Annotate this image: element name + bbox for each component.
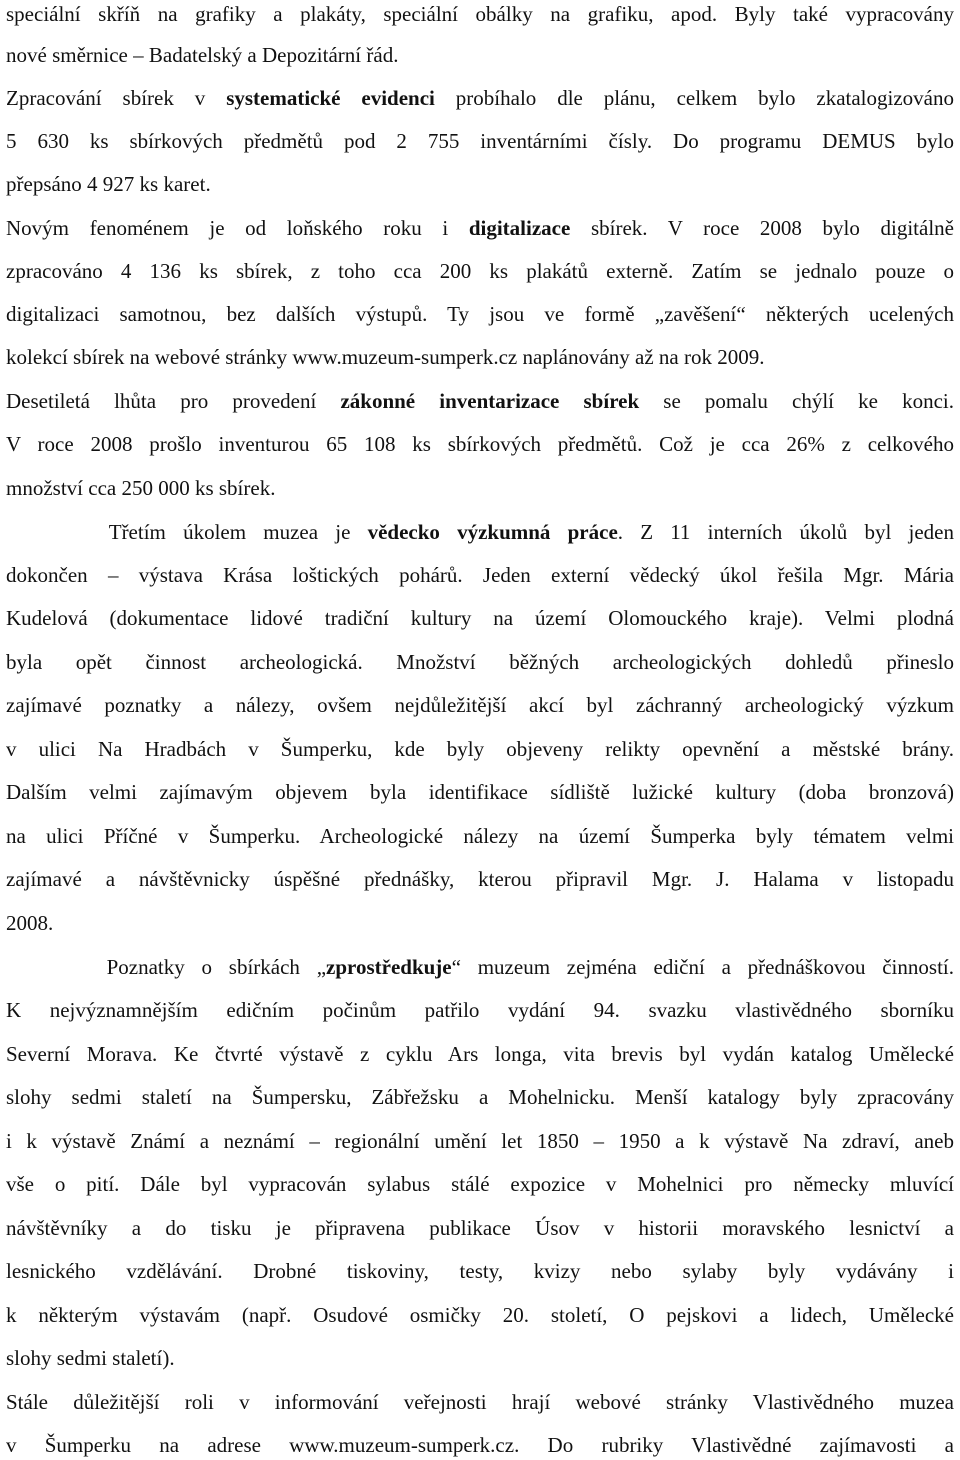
text-line: Severní Morava. Ke čtvrté výstavě z cyklu Ars longa, vita brevis byl vydán katalog Umělecké [6, 1042, 954, 1066]
text-line: Poznatky o sbírkách „zprostředkuje“ muzeum zejména ediční a přednáškovou činností. [6, 955, 954, 979]
text-line: Dalším velmi zajímavým objevem byla identifikace sídliště lužické kultury (doba bronzová) [6, 780, 954, 804]
text-line: Stále důležitější roli v informování veřejnosti hrají webové stránky Vlastivědného muzea [6, 1390, 954, 1414]
text-line: i k výstavě Známí a neznámí – regionální umění let 1850 – 1950 a k výstavě Na zdraví, aneb [6, 1129, 954, 1153]
text-line: Desetiletá lhůta pro provedení zákonné inventarizace sbírek se pomalu chýlí ke konci. [6, 389, 954, 413]
text-line: slohy sedmi staletí na Šumpersku, Zábřežsku a Mohelnicku. Menší katalogy byly zpracovány [6, 1085, 954, 1109]
text-line: návštěvníky a do tisku je připravena publikace Úsov v historii moravského lesnictví a [6, 1216, 954, 1240]
text-line: množství cca 250 000 ks sbírek. [6, 476, 276, 500]
text-line: Novým fenoménem je od loňského roku i digitalizace sbírek. V roce 2008 bylo digitálně [6, 216, 954, 240]
text-line: 5 630 ks sbírkových předmětů pod 2 755 inventárními čísly. Do programu DEMUS bylo [6, 129, 954, 153]
text-line: digitalizaci samotnou, bez dalších výstupů. Ty jsou ve formě „zavěšení“ některých ucelených [6, 302, 954, 326]
text-line: na ulici Příčné v Šumperku. Archeologické nálezy na území Šumperka byly tématem velmi [6, 824, 954, 848]
text-line: přepsáno 4 927 ks karet. [6, 172, 211, 196]
text-line: dokončen – výstava Krása loštických pohárů. Jeden externí vědecký úkol řešila Mgr. Mária [6, 563, 954, 587]
text-line: Zpracování sbírek v systematické evidenci probíhalo dle plánu, celkem bylo zkatalogizováno [6, 86, 954, 110]
text-line: zajímavé a návštěvnicky úspěšné přednášky, kterou připravil Mgr. J. Halama v listopadu [6, 867, 954, 891]
text-line: kolekcí sbírek na webové stránky www.muzeum-sumperk.cz naplánovány až na rok 2009. [6, 345, 765, 369]
text-line: nové směrnice – Badatelský a Depozitární řád. [6, 43, 399, 67]
text-line: K nejvýznamnějším edičním počinům patřilo vydání 94. svazku vlastivědného sborníku [6, 998, 954, 1022]
text-line: V roce 2008 prošlo inventurou 65 108 ks sbírkových předmětů. Což je cca 26% z celkového [6, 432, 954, 456]
text-line: v ulici Na Hradbách v Šumperku, kde byly objeveny relikty opevnění a městské brány. [6, 737, 954, 761]
text-line: zajímavé poznatky a nálezy, ovšem nejdůležitější akcí byl záchranný archeologický výzkum [6, 693, 954, 717]
bold-term: zákonné inventarizace sbírek [340, 389, 640, 413]
text-line: 2008. [6, 911, 54, 935]
text-line: vše o pití. Dále byl vypracován sylabus stálé expozice v Mohelnici pro německy mluvící [6, 1172, 954, 1196]
bold-term: vědecko výzkumná práce [367, 520, 618, 544]
text-line: v Šumperku na adrese www.muzeum-sumperk.cz. Do rubriky Vlastivědné zajímavosti a [6, 1433, 954, 1457]
text-line: Kudelová (dokumentace lidové tradiční kultury na území Olomouckého kraje). Velmi plodná [6, 606, 954, 630]
text-line: Třetím úkolem muzea je vědecko výzkumná práce. Z 11 interních úkolů byl jeden [6, 520, 954, 544]
text-line: slohy sedmi staletí). [6, 1346, 175, 1370]
text-line: speciální skříň na grafiky a plakáty, speciální obálky na grafiku, apod. Byly také vypracovány [6, 2, 954, 26]
bold-term: digitalizace [468, 216, 571, 240]
text-line: lesnického vzdělávání. Drobné tiskoviny, testy, kvizy nebo sylaby byly vydávány i [6, 1259, 954, 1283]
text-line: byla opět činnost archeologická. Množství běžných archeologických dohledů přineslo [6, 650, 954, 674]
text-line: k některým výstavám (např. Osudové osmičky 20. století, O pejskovi a lidech, Umělecké [6, 1303, 954, 1327]
text-line: zpracováno 4 136 ks sbírek, z toho cca 200 ks plakátů externě. Zatím se jednalo pouze o [6, 259, 954, 283]
bold-term: systematické evidenci [226, 86, 435, 110]
bold-term: zprostředkuje [326, 955, 452, 979]
